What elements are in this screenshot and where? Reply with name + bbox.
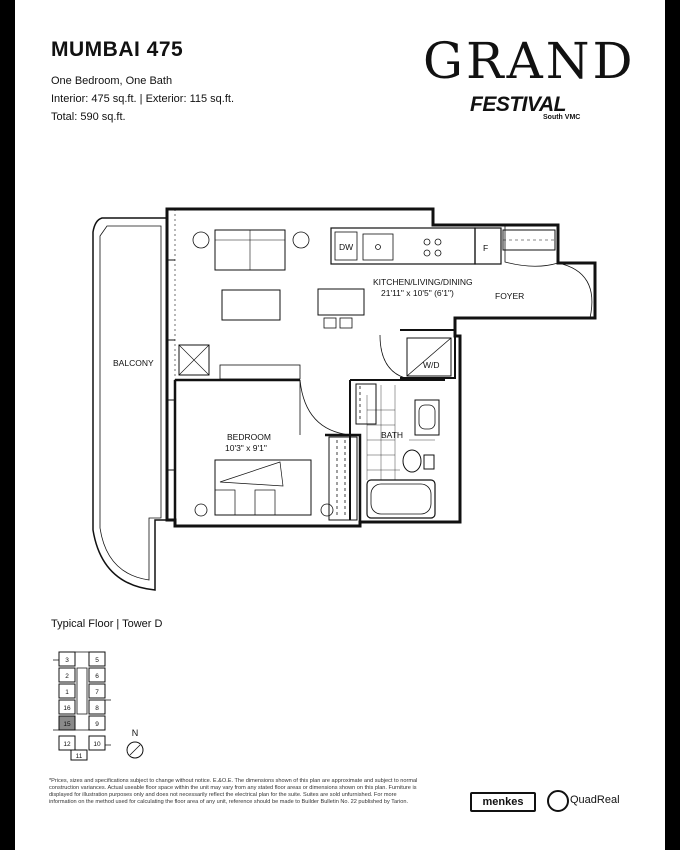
unit-total-area: Total: 590 sq.ft. [51, 111, 126, 123]
bath-label: BATH [381, 430, 404, 440]
svg-text:11: 11 [75, 753, 83, 760]
svg-text:15: 15 [63, 721, 71, 728]
keyplan-heading: Typical Floor | Tower D [51, 618, 163, 630]
svg-text:3: 3 [65, 657, 69, 664]
balcony-label: BALCONY [113, 358, 154, 368]
unit-title: MUMBAI 475 [51, 38, 184, 61]
floorplan-sheet [15, 0, 665, 850]
wd-label: W/D [423, 360, 440, 370]
svg-text:1: 1 [65, 689, 69, 696]
foyer-label: FOYER [495, 291, 525, 301]
kitchen-label: KITCHEN/LIVING/DINING [373, 277, 473, 287]
quadreal-icon [547, 790, 569, 812]
fridge-label: F [483, 243, 489, 253]
unit-areas: Interior: 475 sq.ft. | Exterior: 115 sq.ft. [51, 93, 235, 105]
svg-text:2: 2 [65, 673, 69, 680]
dw-label: DW [339, 242, 354, 252]
south-vmc-label: South VMC [543, 114, 581, 121]
unit-type: One Bedroom, One Bath [51, 75, 173, 87]
svg-text:6: 6 [95, 673, 99, 680]
kitchen-dims: 21'11" x 10'5" (6'1") [381, 288, 454, 298]
quadreal-logo: QuadReal [570, 794, 620, 806]
bedroom-dims: 10'3" x 9'1" [225, 443, 267, 453]
key-plan [15, 0, 665, 850]
menkes-logo: menkes [470, 792, 536, 812]
svg-text:9: 9 [95, 721, 99, 728]
svg-text:8: 8 [95, 705, 99, 712]
disclaimer: *Prices, sizes and specifications subject to change without notice. E.&O.E. The dimensions shown of this plan are approximate and subject to normal construction variances. Actual useable floor space within the unit may vary from any stated floor areas or dimensions shown on this plan. Furniture is displayed for illustration purposes only and does not necessarily reflect the electrical plan for the suite. Suites are sold unfurnished. For more information on the method used for calculating the floor area of any unit, reference should be made to Builder Bulletin No. 22 published by Tarion. [49, 778, 418, 805]
svg-text:5: 5 [95, 657, 99, 664]
festival-logo: FESTIVAL [470, 93, 566, 116]
svg-text:12: 12 [63, 741, 71, 748]
svg-text:16: 16 [63, 705, 71, 712]
bedroom-label: BEDROOM [227, 432, 271, 442]
svg-text:7: 7 [95, 689, 99, 696]
grand-logo: GRAND [423, 32, 636, 90]
north-label: N [131, 728, 139, 738]
svg-text:10: 10 [93, 741, 101, 748]
